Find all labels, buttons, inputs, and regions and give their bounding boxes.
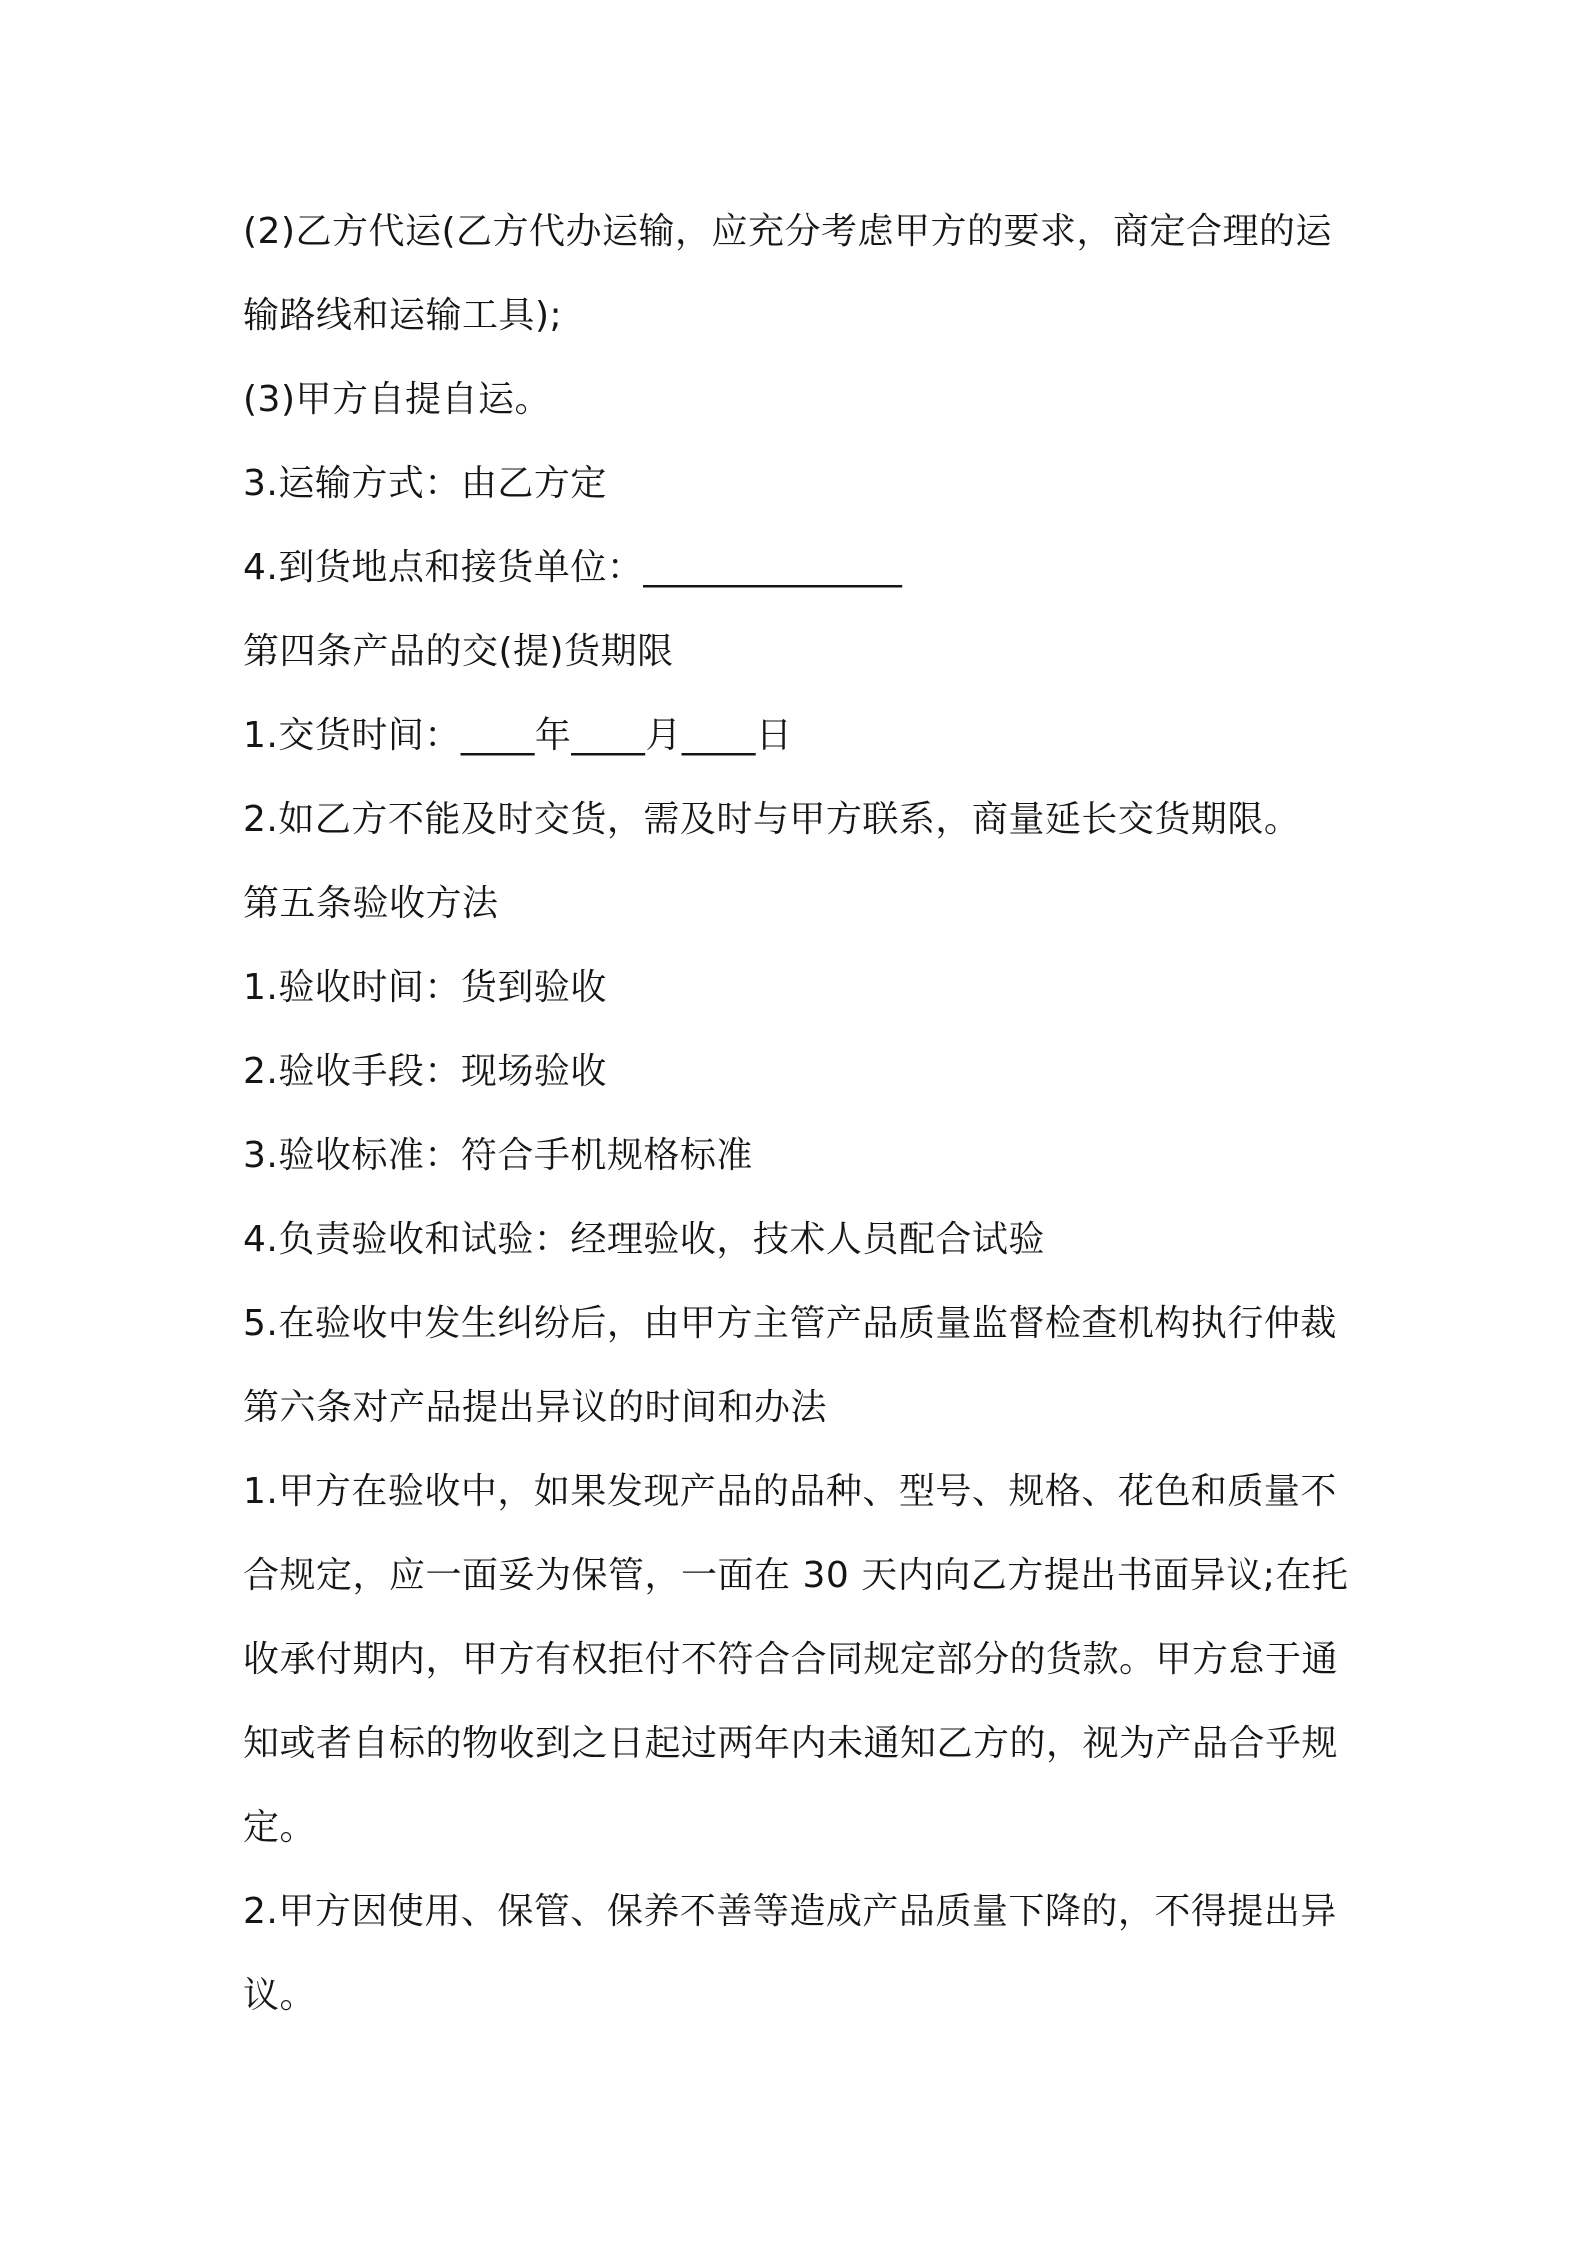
- text-line: 4.到货地点和接货单位：______________: [243, 547, 903, 588]
- text-line: 输路线和运输工具);: [243, 295, 563, 336]
- article-heading: 第五条验收方法: [243, 883, 499, 924]
- article-heading: 第六条对产品提出异议的时间和办法: [243, 1387, 828, 1428]
- text-line: 5.在验收中发生纠纷后，由甲方主管产品质量监督检查机构执行仲裁: [243, 1303, 1337, 1344]
- article-heading: 第四条产品的交(提)货期限: [243, 631, 674, 672]
- text-line: 合规定，应一面妥为保管，一面在 30 天内向乙方提出书面异议;在托: [243, 1555, 1349, 1596]
- text-line: 2.如乙方不能及时交货，需及时与甲方联系，商量延长交货期限。: [243, 799, 1301, 840]
- text-line: 2.验收手段：现场验收: [243, 1051, 607, 1092]
- text-line: 知或者自标的物收到之日起过两年内未通知乙方的，视为产品合乎规: [243, 1723, 1339, 1764]
- text-line: 3.验收标准：符合手机规格标准: [243, 1135, 753, 1176]
- contract-text: [243, 190, 1358, 2038]
- text-line: 1.验收时间：货到验收: [243, 967, 607, 1008]
- text-line: (3)甲方自提自运。: [243, 379, 551, 420]
- text-line: 1.甲方在验收中，如果发现产品的品种、型号、规格、花色和质量不: [243, 1471, 1337, 1512]
- text-line: 1.交货时间：____年____月____日: [243, 715, 793, 756]
- text-line: 收承付期内，甲方有权拒付不符合合同规定部分的货款。甲方怠于通: [243, 1639, 1339, 1680]
- text-line: 4.负责验收和试验：经理验收，技术人员配合试验: [243, 1219, 1045, 1260]
- text-line: 定。: [243, 1807, 317, 1848]
- text-line: (2)乙方代运(乙方代办运输，应充分考虑甲方的要求，商定合理的运: [243, 211, 1333, 252]
- text-line: 3.运输方式：由乙方定: [243, 463, 607, 504]
- text-line: 议。: [243, 1975, 317, 2016]
- text-line: 2.甲方因使用、保管、保养不善等造成产品质量下降的，不得提出异: [243, 1891, 1337, 1932]
